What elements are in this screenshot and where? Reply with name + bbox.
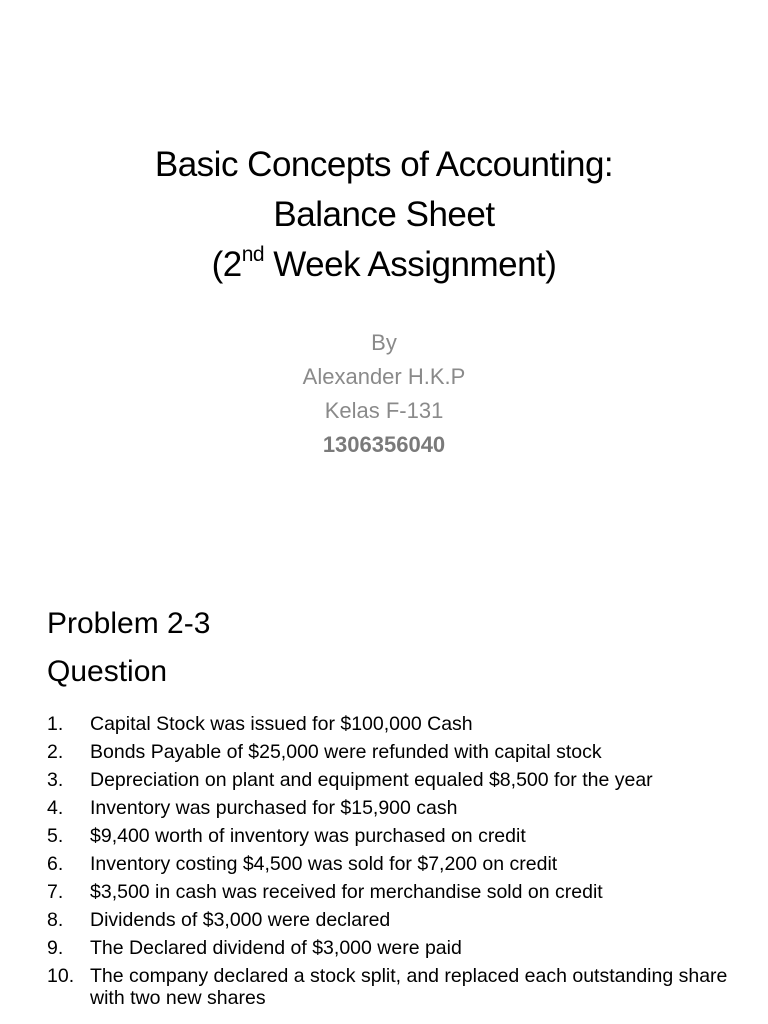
title-line-3	[0, 240, 768, 290]
title-line-2: Balance Sheet	[273, 195, 495, 234]
item-text: Bonds Payable of $25,000 were refunded with capital stock	[90, 741, 602, 763]
question-heading: Question	[47, 655, 168, 688]
title-suffix: Week Assignment)	[264, 245, 557, 284]
item-text: Depreciation on plant and equipment equaled $8,500 for the year	[90, 769, 653, 791]
list-item	[47, 906, 747, 934]
student-id: 1306356040	[322, 432, 446, 457]
title-superscript: nd	[241, 243, 265, 266]
item-text: The Declared dividend of $3,000 were paid	[90, 937, 462, 959]
item-number: 6.	[47, 853, 64, 875]
item-number: 8.	[47, 909, 64, 931]
item-text: $3,500 in cash was received for merchandise sold on credit	[90, 881, 603, 903]
item-number: 4.	[47, 797, 64, 819]
list-item	[47, 878, 747, 906]
list-item	[47, 710, 747, 738]
item-number: 10.	[47, 965, 75, 987]
item-number: 3.	[47, 769, 64, 791]
list-item	[47, 766, 747, 794]
author-name: Alexander H.K.P	[302, 364, 466, 389]
problem-heading: Problem 2-3	[47, 607, 211, 640]
list-item	[47, 738, 747, 766]
item-text: The company declared a stock split, and replaced each outstanding share with two new shares	[90, 965, 728, 1009]
list-item	[47, 962, 747, 1012]
slide-subtitle	[0, 326, 768, 462]
list-item	[47, 794, 747, 822]
item-text: Inventory was purchased for $15,900 cash	[90, 797, 458, 819]
item-number: 9.	[47, 937, 64, 959]
item-number: 5.	[47, 825, 64, 847]
item-text: Inventory costing $4,500 was sold for $7,200 on credit	[90, 853, 558, 875]
slide-title	[0, 140, 768, 290]
list-item	[47, 934, 747, 962]
question-list	[47, 710, 747, 1012]
item-text: $9,400 worth of inventory was purchased on credit	[90, 825, 526, 847]
class-name: Kelas F-131	[324, 398, 444, 423]
list-item	[47, 822, 747, 850]
title-prefix: (2	[211, 245, 242, 284]
list-item	[47, 850, 747, 878]
by-label: By	[371, 330, 397, 355]
item-number: 7.	[47, 881, 64, 903]
title-line-1: Basic Concepts of Accounting:	[154, 145, 614, 184]
item-text: Capital Stock was issued for $100,000 Cash	[90, 713, 473, 735]
item-number: 1.	[47, 713, 64, 735]
item-number: 2.	[47, 741, 64, 763]
item-text: Dividends of $3,000 were declared	[90, 909, 391, 931]
